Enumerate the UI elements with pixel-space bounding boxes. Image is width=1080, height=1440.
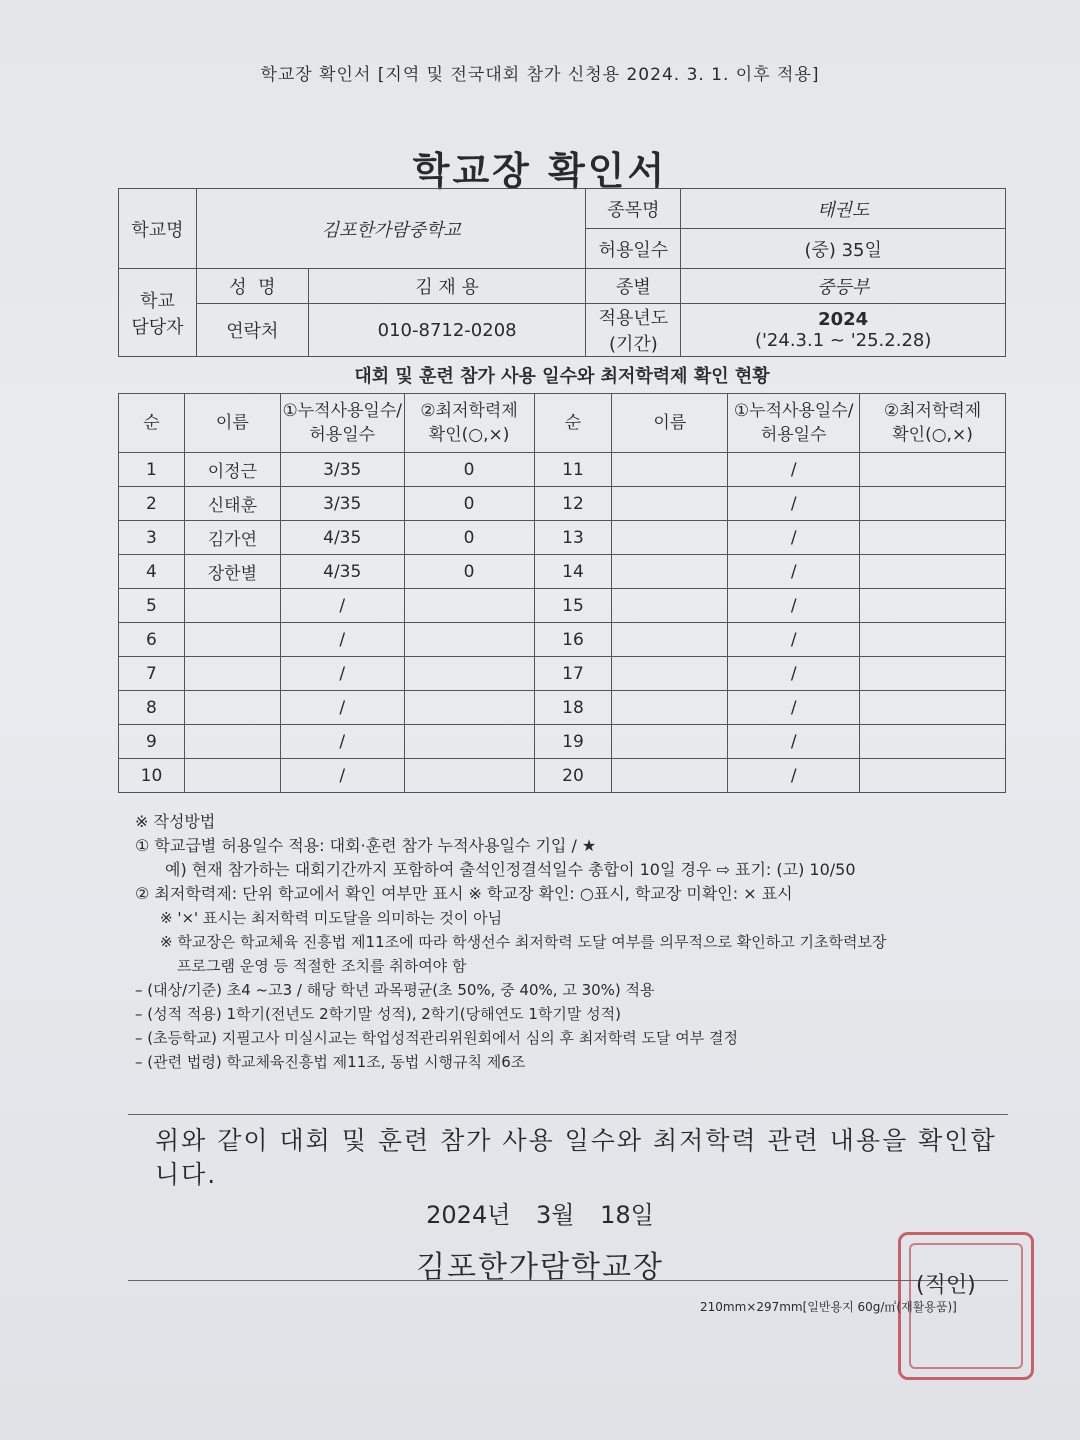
row-check-left: 0 [404, 521, 534, 555]
row-name-right [612, 691, 728, 725]
table-row [119, 555, 1006, 589]
row-no-left: 9 [119, 725, 185, 759]
document-title: 학교장 확인서 [412, 149, 668, 193]
row-check-right [860, 589, 1006, 623]
school-info-table [118, 188, 1006, 357]
row-check-right [860, 453, 1006, 487]
row-no-right: 15 [534, 589, 612, 623]
paper-specification: 210mm×297mm[일반용지 60g/㎡(재활용품)] [700, 1300, 957, 1314]
table-row [119, 657, 1006, 691]
sport-label: 종목명 [586, 189, 681, 229]
header-days-line1: ①누적사용일수/ [733, 401, 854, 421]
table-row [119, 487, 1006, 521]
row-name-left: 이정근 [184, 453, 280, 487]
contact-group-label [119, 269, 197, 357]
header-days-right [728, 394, 860, 453]
header-name-right: 이름 [612, 394, 728, 453]
row-check-right [860, 487, 1006, 521]
row-check-left [404, 691, 534, 725]
writing-instructions [135, 810, 1015, 1074]
row-no-left: 3 [119, 521, 185, 555]
year-label [586, 304, 681, 357]
row-check-left: 0 [404, 555, 534, 589]
table-row [119, 691, 1006, 725]
header-days-line2: 허용일수 [760, 425, 827, 445]
table-row [119, 623, 1006, 657]
header-days-line1: ①누적사용일수/ [282, 401, 402, 421]
year-period: ('24.3.1 ~ '25.2.28) [754, 330, 932, 351]
row-name-left [184, 691, 280, 725]
row-check-right [860, 555, 1006, 589]
row-no-right: 19 [534, 725, 612, 759]
row-name-right [612, 589, 728, 623]
row-days-left: 3/35 [280, 487, 404, 521]
row-days-left: / [280, 759, 404, 793]
contact-name-value: 김 재 용 [308, 269, 586, 304]
row-days-left: 3/35 [280, 453, 404, 487]
contact-phone-value: 010-8712-0208 [308, 304, 586, 357]
allowed-days-value: (중) 35일 [681, 229, 1006, 269]
row-no-right: 13 [534, 521, 612, 555]
roster-table [118, 393, 1006, 793]
row-name-right [612, 759, 728, 793]
row-check-left [404, 657, 534, 691]
header-check-right [860, 394, 1006, 453]
row-name-right [612, 487, 728, 521]
confirmation-statement: 위와 같이 대회 및 훈련 참가 사용 일수와 최저학력 관련 내용을 확인합니다. [155, 1126, 997, 1189]
row-days-right: / [728, 759, 860, 793]
row-days-left: / [280, 589, 404, 623]
header-check-line1: ②최저학력제 [420, 401, 518, 421]
contact-group-label-line1: 학교 [140, 290, 175, 312]
row-days-right: / [728, 589, 860, 623]
detail-elementary: – (초등학교) 지필고사 미실시교는 학업성적관리위원회에서 심의 후 최저학력 도달 여부 결정 [135, 1029, 739, 1047]
row-no-right: 17 [534, 657, 612, 691]
row-name-right [612, 725, 728, 759]
school-name-value: 김포한가람중학교 [196, 189, 586, 269]
row-check-left [404, 725, 534, 759]
table-row [119, 521, 1006, 555]
row-name-left: 신태훈 [184, 487, 280, 521]
note-min-academic: ② 최저학력제: 단위 학교에서 확인 여부만 표시 ※ 학교장 확인: ○표시, 학교장 미확인: × 표시 [135, 884, 793, 903]
row-no-left: 10 [119, 759, 185, 793]
divider-bottom [128, 1280, 1008, 1281]
contact-name-label: 성 명 [196, 269, 308, 304]
row-no-left: 1 [119, 453, 185, 487]
row-name-left [184, 589, 280, 623]
contact-phone-label: 연락처 [196, 304, 308, 357]
row-name-left [184, 623, 280, 657]
row-check-right [860, 521, 1006, 555]
row-days-right: / [728, 487, 860, 521]
header-check-left [404, 394, 534, 453]
detail-law: – (관련 법령) 학교체육진흥법 제11조, 동법 시행규칙 제6조 [135, 1053, 526, 1071]
note-min-academic-sub1: ※ '×' 표시는 최저학력 미도달을 의미하는 것이 아님 [160, 909, 503, 927]
roster-section-title: 대회 및 훈련 참가 사용 일수와 최저학력제 확인 현황 [354, 366, 770, 387]
year-label-line1: 적용년도 [598, 308, 669, 329]
principal-name: 김포한가람학교장 [416, 1250, 664, 1285]
seal-label: (직인) [916, 1273, 976, 1298]
row-days-right: / [728, 657, 860, 691]
row-name-right [612, 453, 728, 487]
row-days-left: / [280, 691, 404, 725]
header-no-right: 순 [534, 394, 612, 453]
divider-top [128, 1114, 1008, 1115]
roster-header-row [119, 394, 1006, 453]
row-no-right: 14 [534, 555, 612, 589]
row-no-right: 18 [534, 691, 612, 725]
row-days-left: / [280, 623, 404, 657]
note-min-academic-sub2: ※ 학교장은 학교체육 진흥법 제11조에 따라 학생선수 최저학력 도달 여부를 의무적으로 확인하고 기초학력보장 [160, 933, 887, 951]
header-check-line1: ②최저학력제 [883, 401, 982, 421]
header-days-line2: 허용일수 [309, 425, 376, 445]
school-name-label: 학교명 [119, 189, 197, 269]
header-check-line2: 확인(○,×) [428, 425, 510, 445]
row-name-left [184, 759, 280, 793]
header-no-left: 순 [119, 394, 185, 453]
header-check-line2: 확인(○,×) [892, 425, 973, 445]
row-days-left: / [280, 725, 404, 759]
row-name-right [612, 657, 728, 691]
sport-value: 태권도 [681, 189, 1006, 229]
row-name-right [612, 521, 728, 555]
note-min-academic-sub2-cont: 프로그램 운영 등 적절한 조치를 취하여야 함 [177, 957, 467, 975]
header-name-left: 이름 [184, 394, 280, 453]
table-row [119, 453, 1006, 487]
row-check-left: 0 [404, 487, 534, 521]
row-no-right: 16 [534, 623, 612, 657]
notes-heading: ※ 작성방법 [135, 812, 216, 831]
contact-group-label-line2: 담당자 [131, 316, 184, 338]
note-allowed-days: ① 학교급별 허용일수 적용: 대회·훈련 참가 누적사용일수 기입 / ★ [135, 836, 597, 855]
row-check-right [860, 691, 1006, 725]
row-check-right [860, 759, 1006, 793]
year-label-line2: (기간) [608, 334, 658, 355]
row-days-right: / [728, 555, 860, 589]
row-name-left [184, 657, 280, 691]
row-check-right [860, 623, 1006, 657]
division-value: 중등부 [681, 269, 1006, 304]
table-row [119, 725, 1006, 759]
table-row [119, 759, 1006, 793]
row-check-left: 0 [404, 453, 534, 487]
header-days-left [280, 394, 404, 453]
row-days-left: 4/35 [280, 555, 404, 589]
year-value [681, 304, 1006, 357]
row-no-left: 8 [119, 691, 185, 725]
row-days-left: 4/35 [280, 521, 404, 555]
row-days-right: / [728, 725, 860, 759]
row-no-left: 4 [119, 555, 185, 589]
year-number: 2024 [818, 309, 869, 330]
row-name-right [612, 555, 728, 589]
detail-target: – (대상/기준) 초4 ~고3 / 해당 학년 과목평균(초 50%, 중 40%, 고 30%) 적용 [135, 981, 655, 999]
note-allowed-days-example: 예) 현재 참가하는 대회기간까지 포함하여 출석인정결석일수 총합이 10일 경우 ⇨ 표기: (고) 10/50 [165, 860, 856, 879]
division-label: 종별 [586, 269, 681, 304]
row-no-left: 5 [119, 589, 185, 623]
detail-grade-period: – (성적 적용) 1학기(전년도 2학기말 성적), 2학기(당해연도 1학기말 성적) [135, 1005, 621, 1023]
table-row [119, 589, 1006, 623]
row-days-right: / [728, 521, 860, 555]
row-check-right [860, 657, 1006, 691]
row-check-left [404, 759, 534, 793]
row-no-right: 12 [534, 487, 612, 521]
issue-date: 2024년 3월 18일 [426, 1201, 654, 1229]
row-check-left [404, 623, 534, 657]
row-no-left: 2 [119, 487, 185, 521]
row-days-left: / [280, 657, 404, 691]
row-days-right: / [728, 691, 860, 725]
allowed-days-label: 허용일수 [586, 229, 681, 269]
row-name-right [612, 623, 728, 657]
row-name-left: 김가연 [184, 521, 280, 555]
row-name-left: 장한별 [184, 555, 280, 589]
row-no-right: 11 [534, 453, 612, 487]
form-header-note: 학교장 확인서 [지역 및 전국대회 참가 신청용 2024. 3. 1. 이후 적용] [260, 65, 820, 85]
row-days-right: / [728, 623, 860, 657]
row-name-left [184, 725, 280, 759]
row-no-left: 6 [119, 623, 185, 657]
row-no-right: 20 [534, 759, 612, 793]
row-check-right [860, 725, 1006, 759]
row-no-left: 7 [119, 657, 185, 691]
row-check-left [404, 589, 534, 623]
row-days-right: / [728, 453, 860, 487]
